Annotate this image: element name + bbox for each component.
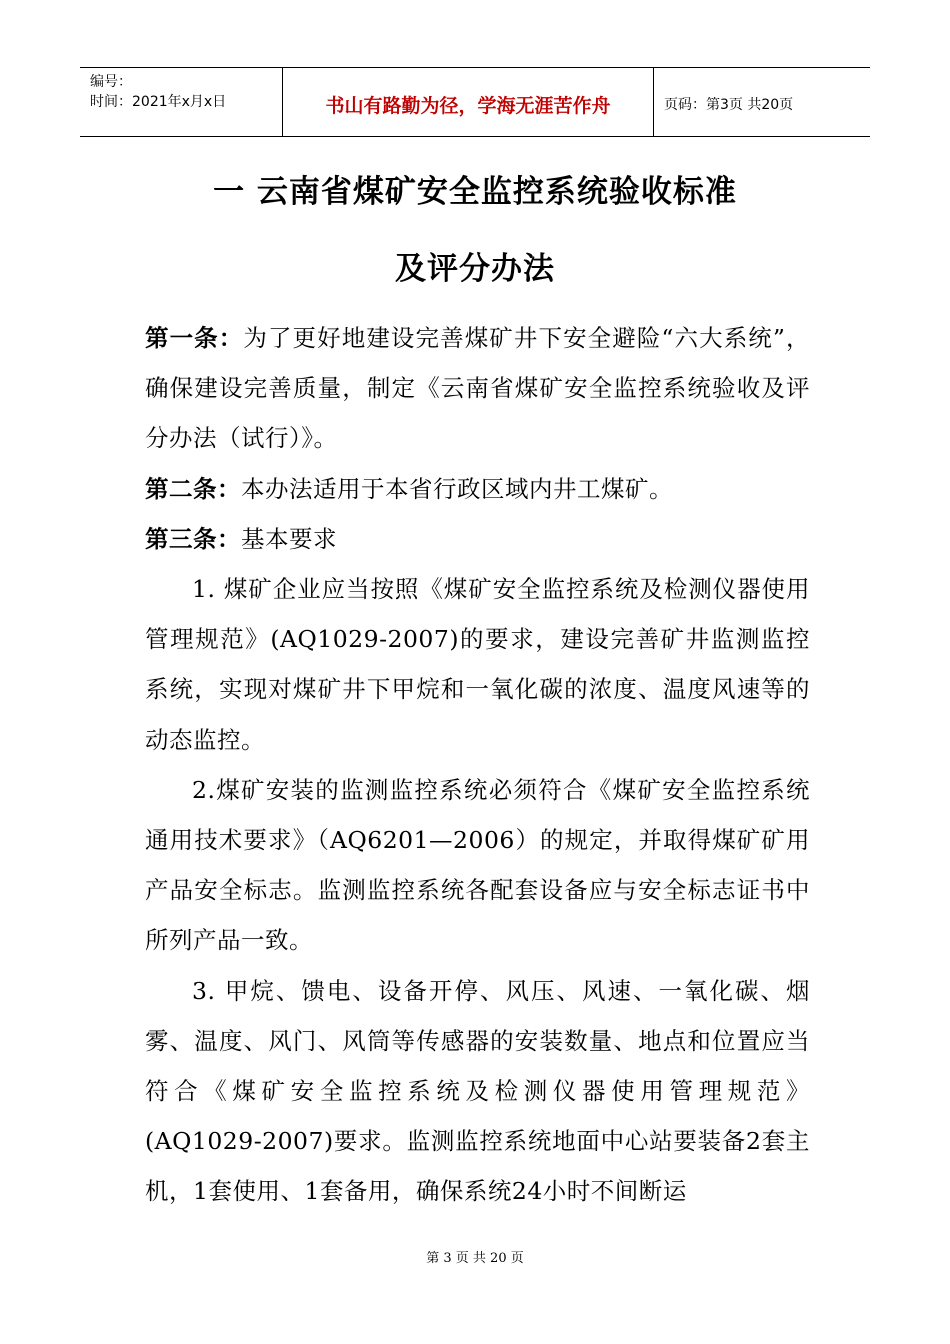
article-3 bbox=[145, 514, 810, 564]
document-header bbox=[80, 67, 870, 137]
article-2 bbox=[145, 464, 810, 514]
article-2-text: 本办法适用于本省行政区域内井工煤矿。 bbox=[241, 474, 673, 503]
article-3-text: 基本要求 bbox=[241, 524, 337, 553]
document-title-line-2: 及评分办法 bbox=[395, 251, 555, 287]
header-page-info: 页码：第3页 共20页 bbox=[664, 97, 794, 113]
article-2-label: 第二条： bbox=[145, 474, 241, 503]
article-1-label: 第一条： bbox=[145, 324, 244, 352]
article-1 bbox=[145, 313, 810, 464]
time-label: 时间：2021年x月x日 bbox=[90, 94, 227, 110]
header-meta-cell bbox=[80, 68, 283, 136]
document-body bbox=[145, 313, 810, 1217]
document-title-line-1: 一 云南省煤矿安全监控系统验收标准 bbox=[213, 174, 737, 210]
article-1-text: 为了更好地建设完善煤矿井下安全避险“六大系统”，确保建设完善质量，制定《云南省煤矿安全监控系统验收及评分办法（试行）》。 bbox=[145, 324, 811, 453]
requirement-item-3: 3. 甲烷、馈电、设备开停、风压、风速、一氧化碳、烟雾、温度、风门、风筒等传感器的安装数量、地点和位置应当符合《煤矿安全监控系统及检测仪器使用管理规范》(AQ1029-2007)要求。监测监控系统地面中心站要装备2套主机，1套使用、1套备用，确保系统24小时不间断运 bbox=[145, 976, 811, 1206]
number-label: 编号： bbox=[90, 74, 132, 90]
requirement-item-2: 2.煤矿安装的监测监控系统必须符合《煤矿安全监控系统通用技术要求》（AQ6201—2006）的规定，并取得煤矿矿用产品安全标志。监测监控系统各配套设备应与安全标志证书中所列产品一致。 bbox=[145, 775, 810, 955]
article-3-label: 第三条： bbox=[145, 524, 241, 553]
requirement-item-1: 1. 煤矿企业应当按照《煤矿安全监控系统及检测仪器使用管理规范》(AQ1029-2007)的要求，建设完善矿井监测监控系统，实现对煤矿井下甲烷和一氧化碳的浓度、温度风速等的动态监控。 bbox=[145, 575, 810, 754]
header-motto: 书山有路勤为径，学海无涯苦作舟 bbox=[283, 68, 654, 136]
page-footer: 第 3 页 共 20 页 bbox=[426, 1251, 524, 1266]
